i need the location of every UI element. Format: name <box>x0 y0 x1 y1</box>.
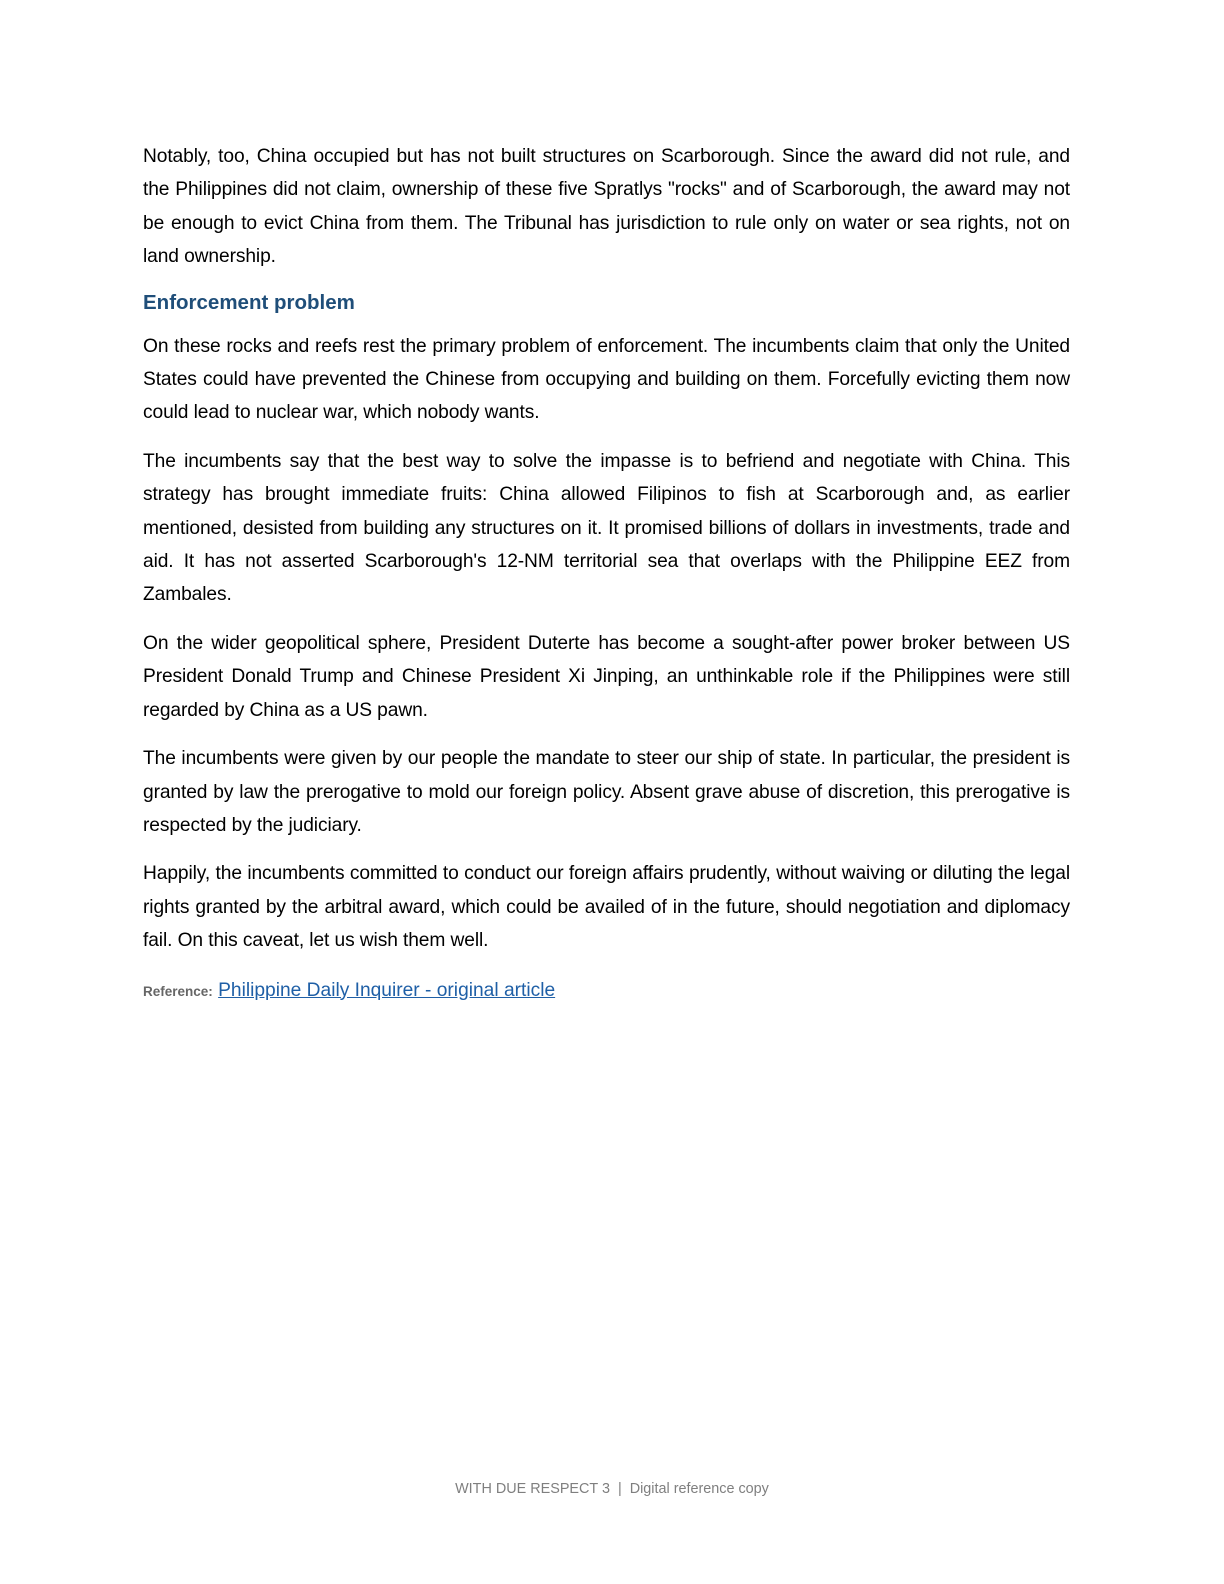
paragraph-conclusion: Happily, the incumbents committed to conduct our foreign affairs prudently, without waiving or diluting the legal rights granted by the arbitral award, which could be availed of in the future, should negotiation and diplomacy fail. On this caveat, let us wish them well. <box>143 863 1070 952</box>
paragraph-negotiation: The incumbents say that the best way to solve the impasse is to befriend and negotiate with China. This strategy has brought immediate fruits: China allowed Filipinos to fish at Scarborough and, as earlier mentioned, desisted from building any structures on it. It promised billions of dollars in investments, trade and aid. It has not asserted Scarborough's 12-NM territorial sea that overlaps with the Philippine EEZ from Zambales. <box>143 450 1070 606</box>
footer-separator: | <box>617 1481 622 1497</box>
paragraph-mandate: The incumbents were given by our people the mandate to steer our ship of state. In particular, the president is granted by law the prerogative to mold our foreign policy. Absent grave abuse of discretion, this prerogative is respected by the judiciary. <box>143 748 1070 836</box>
paragraph-geopolitics: On the wider geopolitical sphere, President Duterte has become a sought-after power broker between US President Donald Trump and Chinese President Xi Jinping, an unthinkable role if the Philippines were still regarded by China as a US pawn. <box>143 632 1070 721</box>
section-heading: Enforcement problem <box>143 290 355 314</box>
reference-link[interactable]: Philippine Daily Inquirer - original article <box>218 979 556 1001</box>
page-footer <box>0 1479 1224 1499</box>
document-body <box>143 140 1070 1005</box>
reference-label: Reference: <box>143 983 213 999</box>
paragraph-enforcement: On these rocks and reefs rest the primary problem of enforcement. The incumbents claim that only the United States could have prevented the Chinese from occupying and building on them. Forcefully evicting them now could lead to nuclear war, which nobody wants. <box>143 335 1070 424</box>
footer-note: Digital reference copy <box>629 1481 769 1497</box>
reference-line <box>143 978 1070 1005</box>
paragraph-scarborough: Notably, too, China occupied but has not built structures on Scarborough. Since the award did not rule, and the Philippines did not claim, ownership of these five Spratlys "rocks" and of Scarborough, the award may not be enough to evict China from them. The Tribunal has jurisdiction to rule only on water or sea rights, not on land ownership. <box>143 146 1070 268</box>
footer-title: WITH DUE RESPECT 3 <box>455 1481 610 1497</box>
